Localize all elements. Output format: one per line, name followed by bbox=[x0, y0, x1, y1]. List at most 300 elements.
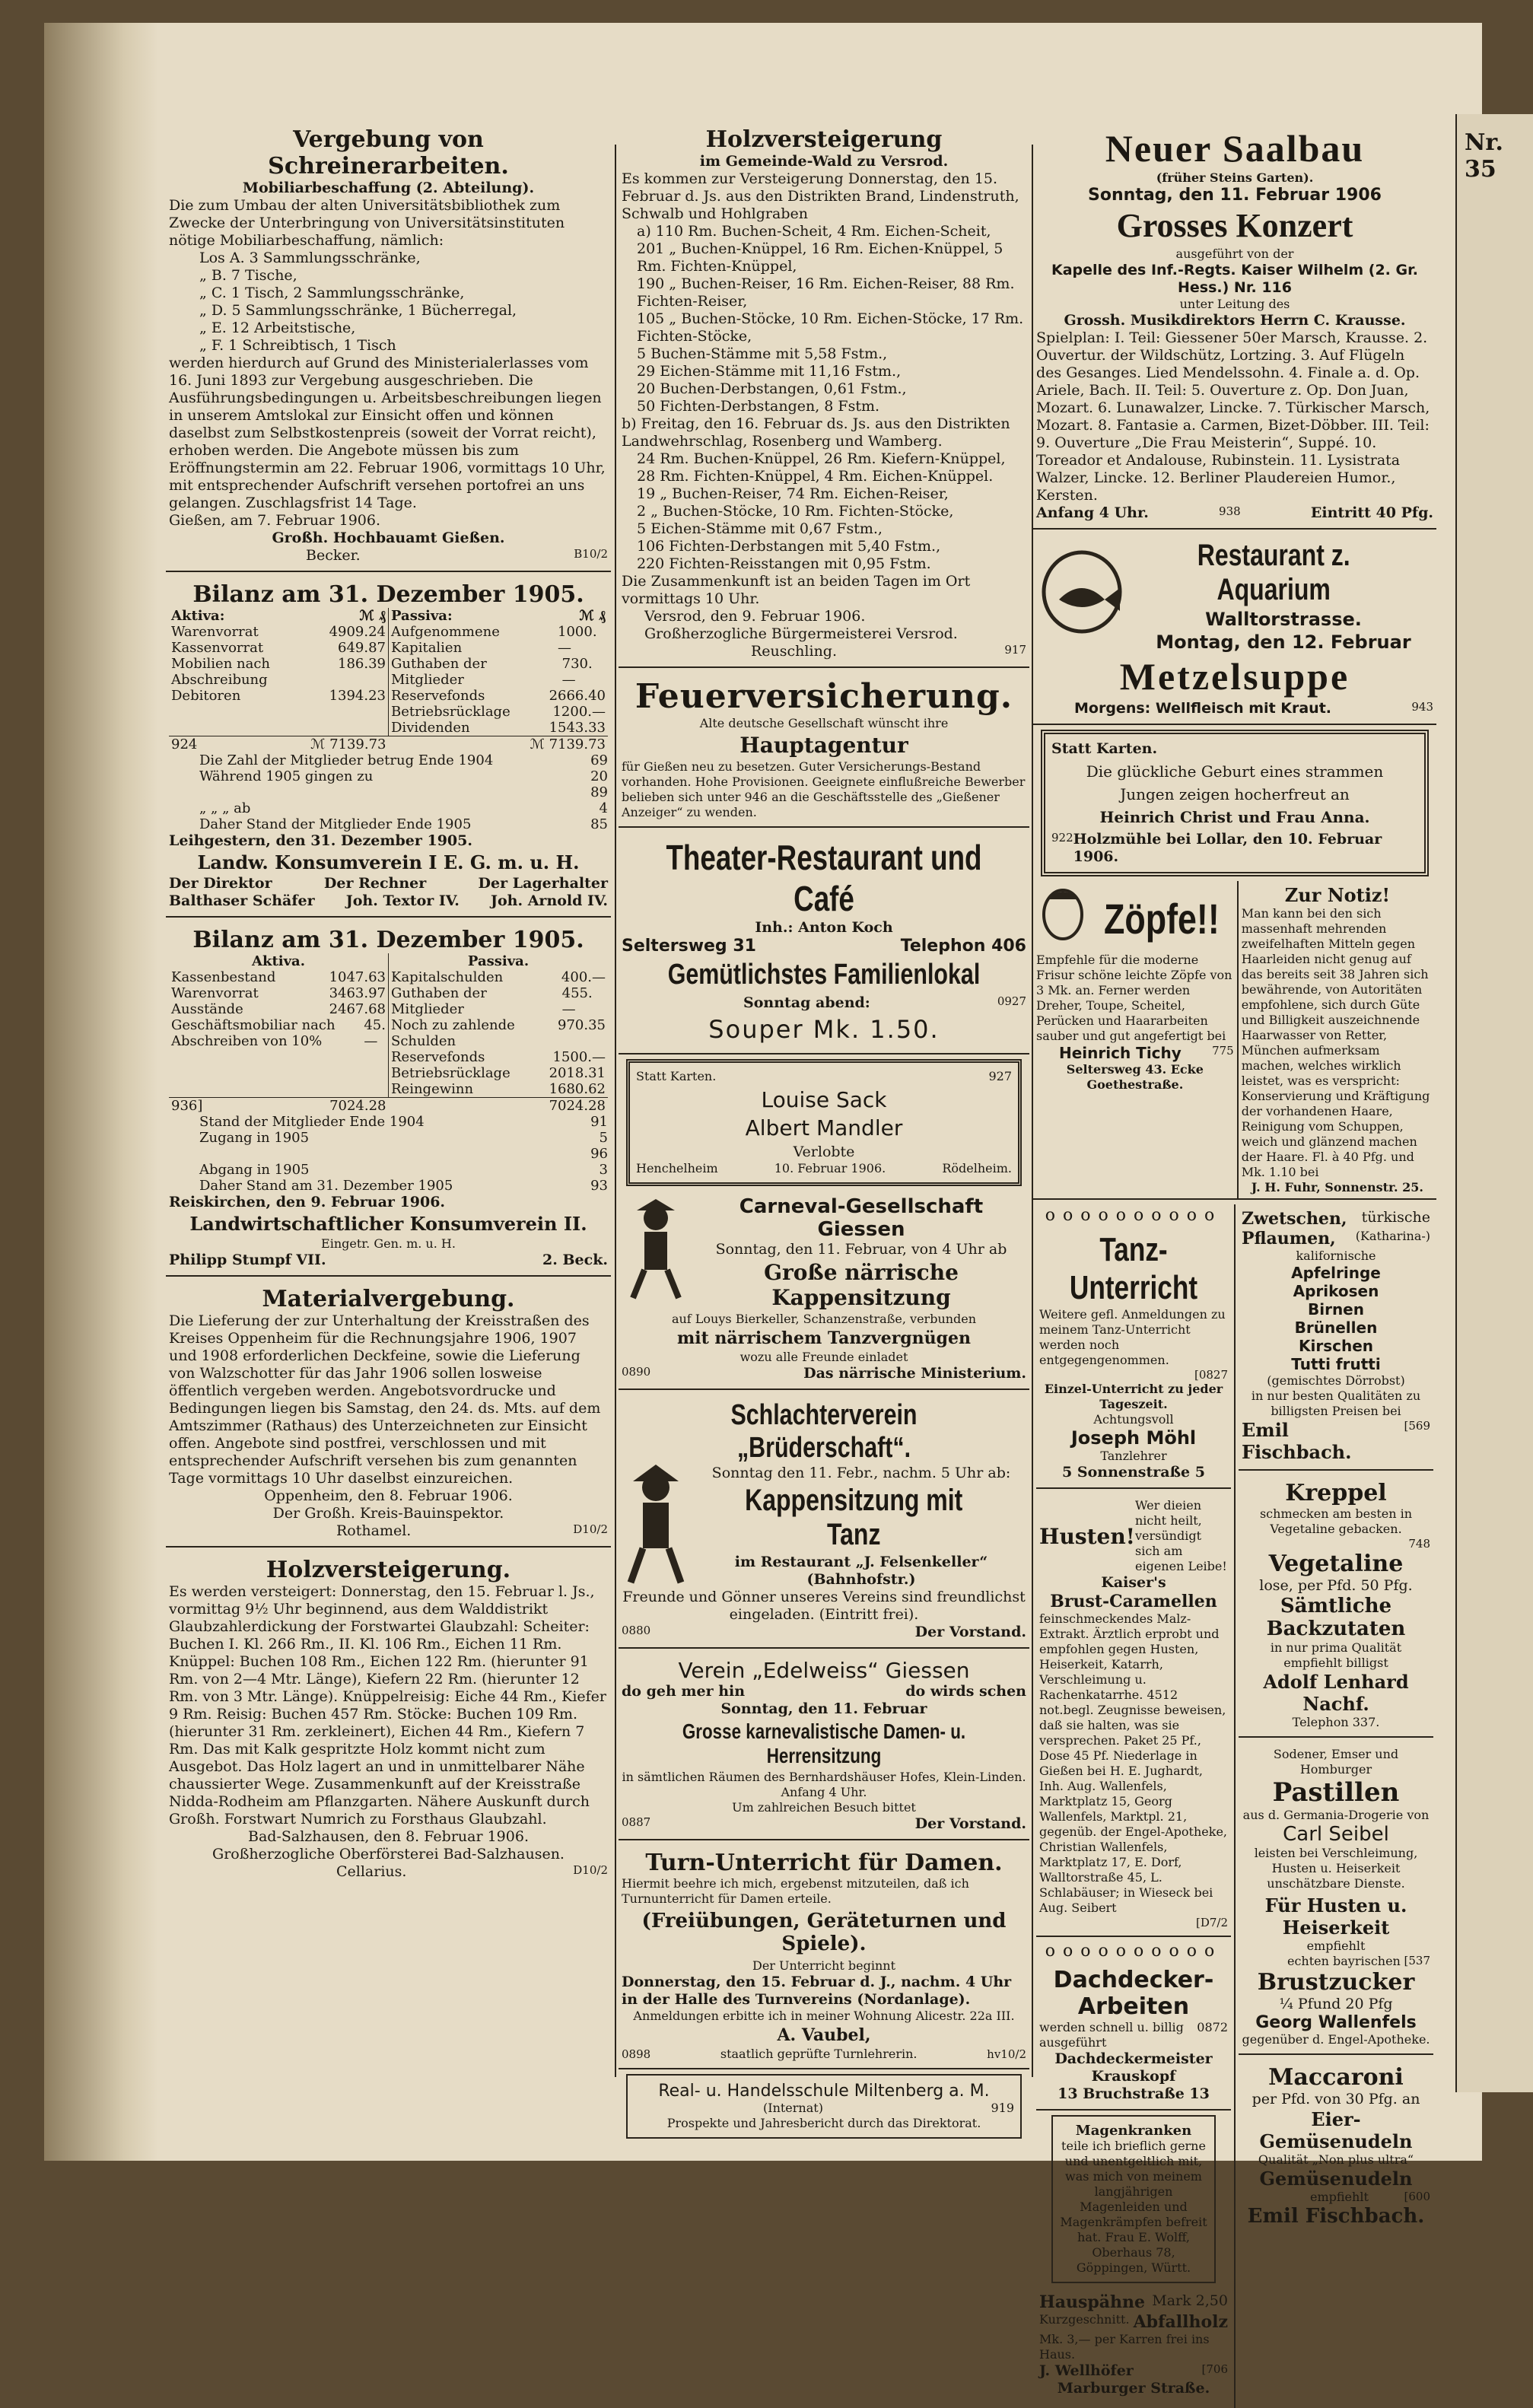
person-name: Albert Mandler bbox=[745, 1115, 903, 1140]
stat-label: „ „ „ ab bbox=[199, 800, 251, 816]
ad-text: leisten bei Verschleimung, Husten u. Heiserkeit unschätzbare Dienste. bbox=[1254, 1846, 1418, 1891]
table-cell: Kassenbestand bbox=[171, 969, 276, 985]
ad-headline: Metzelsuppe bbox=[1119, 655, 1350, 698]
ad-title: Bilanz am 31. Dezember 1905. bbox=[192, 927, 584, 953]
ad-text: Qualität „Non plus ultra“ bbox=[1258, 2152, 1414, 2167]
ad-headline: Abfallholz bbox=[1133, 2312, 1228, 2332]
person-name: Louise Sack bbox=[761, 1087, 887, 1112]
list-item: „ D. 5 Sammlungsschränke, 1 Bücherregal, bbox=[199, 302, 517, 319]
ad-text: türkische bbox=[1361, 1209, 1430, 1226]
ad-text: Eingetr. Gen. m. u. H. bbox=[321, 1236, 456, 1251]
ad-headline: Für Husten u. Heiserkeit bbox=[1264, 1894, 1407, 1939]
ad-text: Sodener, Emser und Homburger bbox=[1273, 1747, 1399, 1777]
ad-ref: [600 bbox=[1404, 2190, 1430, 2203]
ad-title: Pastillen bbox=[1272, 1777, 1400, 1808]
ad-subtitle: (früher Steins Garten). bbox=[1156, 170, 1314, 185]
ad-text: Grossh. Musikdirektors Herrn C. Krausse. bbox=[1064, 312, 1406, 329]
lot-list bbox=[622, 223, 1026, 415]
stat-label: Die Zahl der Mitglieder betrug Ende 1904 bbox=[199, 752, 494, 768]
stat-value: 96 bbox=[590, 1146, 608, 1162]
ad-text: Die Lieferung der zur Unterhaltung der Kreisstraßen des Kreises Oppenheim für die Rechnungsjahre 1906, 1907 und 1908 erforderlichen Deckfeine, sowie die Lieferung von Walzschotter für das Jahr 1906 sollen losweise öffentlich vergeben werden. Angebotsvordrucke und Bedingungen liegen bis Samstag, den 24. ds. Mts. auf dem Amtszimmer (Rathaus) des Unterzeichneten zur Einsicht offen. Angebote sind postfrei, verschlossen und mit entsprechender Aufschrift versehen bis zum genannten Tage vormittags 10 Uhr daselbst einzureichen. bbox=[169, 1312, 601, 1487]
ad-price: lose, per Pfd. 50 Pfg. bbox=[1259, 1577, 1413, 1594]
ad-text: Sonntag, den 11. Februar bbox=[720, 1700, 927, 1717]
newspaper-page bbox=[44, 23, 1503, 2397]
person-name: Joseph Möhl bbox=[1070, 1427, 1197, 1449]
table-cell: 1047.63 bbox=[329, 969, 386, 985]
ad-holzversteigerung-2 bbox=[166, 1552, 611, 1887]
ad-text: werden schnell u. billig ausgeführt bbox=[1039, 2020, 1184, 2050]
table-cell: Debitoren bbox=[171, 688, 241, 704]
ad-holzversteigerung-1 bbox=[619, 122, 1029, 668]
ad-text: auf Louys Bierkeller, Schanzenstraße, verbunden bbox=[671, 1312, 977, 1326]
ad-text: werden hierdurch auf Grund des Ministerialerlasses vom 16. Juni 1893 zur Vergebung ausgeschrieben. Die Ausführungsbedingungen u. Arbeitsbeschreibungen liegen in unserem Amtslokal zur Einsicht offen und können daselbst zum Selbstkostenpreis (soweit der Vorrat reicht), erhoben werden. Die Angebote müssen bis zum Eröffnungstermin am 22. Februar 1906, vormittags 10 Uhr, mit entsprechender Aufschrift versehen portofrei an uns gelangen. Zuschlagsfrist 14 Tage. bbox=[169, 355, 606, 511]
currency-header: ℳ ₰ bbox=[579, 608, 606, 624]
ad-text: Einzel-Unterricht zu jeder Tageszeit. bbox=[1044, 1382, 1223, 1411]
ad-title: Carneval-Gesellschaft Giessen bbox=[739, 1195, 984, 1241]
ad-magenkranken bbox=[1051, 2115, 1216, 2283]
ad-text: aus d. Germania-Drogerie von bbox=[1242, 1808, 1430, 1822]
ad-signature: Großherzogliche Bürgermeisterei Versrod. bbox=[644, 625, 958, 642]
table-cell: 45.— bbox=[364, 1017, 386, 1049]
person-name: J. Wellhöfer bbox=[1039, 2362, 1134, 2379]
table-cell: Betriebsrücklage bbox=[391, 1065, 510, 1081]
ad-address: Marburger Straße. bbox=[1057, 2380, 1210, 2397]
ad-price: Mark 2,50 bbox=[1152, 2292, 1228, 2309]
table-cell: Dividenden bbox=[391, 720, 470, 736]
ad-headline: Grosses Konzert bbox=[1116, 207, 1353, 244]
ad-text: Die zum Umbau der alten Universitätsbibliothek zum Zwecke der Unterbringung von Universitätsinstituten nötige Mobiliarbeschaffung, nämlich: bbox=[169, 197, 565, 249]
ad-title: Kreppel bbox=[1285, 1480, 1387, 1506]
table-cell: Guthaben der Mitglieder bbox=[391, 985, 487, 1017]
ad-pastillen bbox=[1239, 1742, 1433, 2055]
ad-title: Hauspähne bbox=[1039, 2292, 1146, 2312]
table-cell: Aufgenommene Kapitalien bbox=[391, 624, 500, 656]
ad-title: Holzversteigerung. bbox=[266, 1557, 511, 1583]
ad-headline: Grosse karnevalistische Damen- u. Herrensitzung bbox=[682, 1719, 966, 1767]
ad-text: Es werden versteigert: Donnerstag, den 15. Februar l. Js., vormittag 9½ Uhr beginnend, aus dem Walddistrikt Glaubzahlerdickung der Forstwartei Glaubzahl: Scheiter: Buchen I. Kl. 266 Rm., II. Kl. 106 Rm., Eichen 11 Rm. Knüppel: Buchen 108 Rm., Eichen 122 Rm. (hierunter 91 Rm. von 2—4 Mtr. Länge), Kiefern 22 Rm. (hierunter 12 Rm. von 3 Mtr. Länge). Knüppelreisig: Eiche 44 Rm., Kiefer 9 Rm. Reisig: Buchen 457 Rm. Stöcke: Buchen 109 Rm. (hierunter 31 Rm. zerkleinert), Eichen 44 Rm., Kiefern 7 Rm. Das mit Kalk gespritzte Holz kommt nicht zum Ausgebot. Das Holz lagert an und in unmittelbarer Nähe chaussierter Wege. Zusammenkunft auf der Kreisstraße Nidda-Rodheim am Pflanzgarten. Nähere Auskunft durch Großh. Forstwart Numrich zu Forsthaus Glaubzahl. bbox=[169, 1583, 607, 1827]
table-cell: 970.35 bbox=[558, 1017, 606, 1033]
ad-text: Hiermit beehre ich mich, ergebenst mitzuteilen, daß ich Turnunterricht für Damen erteile. bbox=[622, 1876, 969, 1906]
ad-kreppel-vegetaline bbox=[1239, 1475, 1433, 1738]
ad-trockenobst bbox=[1239, 1204, 1433, 1471]
ad-text: Der Unterricht beginnt bbox=[752, 1958, 896, 1973]
ad-text: Verlobte bbox=[793, 1144, 855, 1160]
ad-signature: Der Großh. Kreis-Bauinspektor. bbox=[272, 1505, 504, 1522]
ad-headline: Brustzucker bbox=[1257, 1969, 1415, 1996]
ad-text: (gemischtes Dörrobst) bbox=[1267, 1373, 1405, 1388]
ad-title: Restaurant z. Aquarium bbox=[1197, 539, 1350, 606]
ad-schlachterverein bbox=[619, 1395, 1029, 1649]
ad-ref: [D7/2 bbox=[1195, 1916, 1228, 1929]
stat-label: Abgang in 1905 bbox=[199, 1162, 310, 1178]
list-item: 24 Rm. Buchen-Knüppel, 26 Rm. Kiefern-Knüppel, 28 Rm. Fichten-Knüppel, 4 Rm. Eichen-Knüppel. bbox=[637, 450, 1006, 485]
column-rule bbox=[615, 145, 616, 2077]
ad-place: Rödelheim. bbox=[942, 1161, 1012, 1175]
ad-text: do wirds schen bbox=[905, 1683, 1026, 1700]
stat-value: 91 bbox=[590, 1114, 608, 1130]
ad-col-left bbox=[1033, 1204, 1236, 2408]
member-stats bbox=[169, 752, 608, 832]
ad-zur-notiz bbox=[1239, 881, 1436, 1198]
person-name: A. Vaubel, bbox=[777, 2025, 871, 2045]
ad-price: ¼ Pfund 20 Pfg bbox=[1279, 1996, 1393, 2012]
ad-ref: [706 bbox=[1201, 2362, 1228, 2376]
ad-schreinerarbeiten bbox=[166, 122, 611, 572]
ad-subtitle: im Gemeinde-Wald zu Versrod. bbox=[699, 153, 949, 170]
column-header: Aktiva: bbox=[171, 608, 225, 624]
ad-text: (Internat) bbox=[763, 2101, 823, 2115]
ad-place: Henchelheim bbox=[636, 1161, 718, 1175]
table-cell: 649.87 bbox=[338, 640, 386, 656]
stat-label: Daher Stand der Mitglieder Ende 1905 bbox=[199, 816, 472, 832]
person-name: Heinrich Christ und Frau Anna. bbox=[1099, 808, 1370, 826]
ad-headline: Gemüsenudeln bbox=[1259, 2168, 1413, 2190]
ad-title: Turn-Unterricht für Damen. bbox=[645, 1850, 1003, 1876]
table-cell: 1680.62 bbox=[549, 1081, 606, 1097]
table-cell: 1500.— bbox=[552, 1049, 606, 1065]
ad-zoepfe bbox=[1033, 881, 1239, 1198]
ad-text: Sonntag, den 11. Februar, von 4 Uhr ab bbox=[715, 1241, 1007, 1258]
ad-signature: Großherzogliche Oberförsterei Bad-Salzhausen. bbox=[212, 1846, 565, 1862]
ad-text: Jungen zeigen hocherfreut an bbox=[1120, 785, 1350, 803]
ad-ref: 919 bbox=[991, 2101, 1014, 2115]
ad-verein-edelweiss bbox=[619, 1653, 1029, 1840]
ad-ref: 775 bbox=[1212, 1044, 1234, 1058]
table-cell: 455.— bbox=[561, 985, 593, 1017]
table-cell: 2018.31 bbox=[549, 1065, 606, 1081]
ad-signature: Der Vorstand. bbox=[914, 1624, 1026, 1640]
ad-title: Husten! bbox=[1039, 1523, 1135, 1549]
person-name: Dachdeckermeister Krauskopf bbox=[1054, 2050, 1213, 2085]
decorative-divider: oooooooooo bbox=[1045, 1206, 1223, 1225]
stat-value: 20 bbox=[590, 768, 608, 784]
list-item: 50 Fichten-Derbstangen, 8 Fstm. bbox=[637, 398, 880, 415]
list-item: Brünellen bbox=[1294, 1319, 1378, 1337]
stat-label: Stand der Mitglieder Ende 1904 bbox=[199, 1114, 425, 1130]
person-name: Adolf Lenhard Nachf. bbox=[1263, 1671, 1409, 1715]
person-name: Georg Wallenfels bbox=[1255, 2013, 1417, 2032]
stat-value: 5 bbox=[599, 1130, 608, 1146]
ad-text: kalifornische bbox=[1296, 1249, 1376, 1263]
list-item: 5 Eichen-Stämme mit 0,67 Fstm., bbox=[637, 520, 883, 537]
ad-text: Empfehle für die moderne Frisur schöne leichte Zöpfe von 3 Mk. an. Ferner werden Dreher, Toupe, Scheitel, Perücken und Haararbeiten sauber und gut angefertigt bei bbox=[1036, 953, 1232, 1043]
ad-title: Magenkranken bbox=[1075, 2123, 1192, 2139]
ad-place: Versrod, den 9. Februar 1906. bbox=[644, 608, 866, 625]
ad-title: Verein „Edelweiss“ Giessen bbox=[678, 1658, 970, 1683]
ad-text: (Katharina-) bbox=[1355, 1229, 1430, 1243]
ad-headline: Eier-Gemüsenudeln bbox=[1259, 2108, 1413, 2152]
ad-phone: Telephon 406 bbox=[900, 937, 1026, 956]
ad-text: Statt Karten. bbox=[636, 1069, 717, 1083]
ad-title: Tanz-Unterricht bbox=[1069, 1231, 1198, 1306]
ad-ref: [537 bbox=[1404, 1954, 1430, 1967]
ad-split-area bbox=[1033, 1204, 1436, 2408]
ad-title: Vergebung von Schreinerarbeiten. bbox=[268, 126, 509, 180]
ad-text: ausgeführt von der bbox=[1175, 247, 1294, 261]
table-cell: 4909.24 bbox=[329, 624, 386, 640]
ad-ref: D10/2 bbox=[573, 1863, 608, 1877]
ad-organization: Landw. Konsumverein I E. G. m. u. H. bbox=[197, 851, 580, 873]
list-item: „ B. 7 Tische, bbox=[199, 267, 297, 284]
ad-address: J. H. Fuhr, Sonnenstr. 25. bbox=[1251, 1180, 1423, 1194]
ad-headline: (Freiübungen, Geräteturnen und Spiele). bbox=[641, 1910, 1007, 1955]
stat-label: Daher Stand am 31. Dezember 1905 bbox=[199, 1178, 453, 1194]
column-1 bbox=[166, 122, 611, 2130]
table-cell: 2666.40 bbox=[549, 688, 606, 704]
jester-illustration bbox=[622, 1195, 690, 1302]
ad-text: Sonntag den 11. Febr., nachm. 5 Uhr ab: bbox=[711, 1465, 1011, 1481]
stat-value: 93 bbox=[590, 1178, 608, 1194]
ad-row-zoepfe-notiz bbox=[1033, 881, 1436, 1200]
ad-headline: Hauptagentur bbox=[739, 733, 908, 758]
stat-value: 69 bbox=[590, 752, 608, 768]
table-cell: Kassenvorrat bbox=[171, 640, 264, 656]
ad-signature: Großh. Hochbauamt Gießen. bbox=[272, 530, 505, 546]
ad-text: mit närrischem Tanzvergnügen bbox=[676, 1328, 972, 1348]
table-cell: 400.— bbox=[561, 969, 606, 985]
program-list: Spielplan: I. Teil: Giessener 50er Marsch, Krausse. 2. Ouvertur. der Wildschütz, Lortzing. 3. Auf Flügeln des Gesanges. Lied Mendelssohn. 4. Finale a. d. Op. Ariele, Bach. II. Teil: 5. Ouverture z. Op. Don Juan, Mozart. 6. Lunawalzer, Lincke. 7. Türkischer Marsch, Mozart. 8. Fantasie a. Carmen, Bizet-Döbber. III. Teil: 9. Ouverture „Die Frau Meisterin“, Suppé. 10. Toreador et Andalouse, Rubinstein. 11. Lysistrata Walzer, Lincke. 12. Berliner Plaudereien Humor., Kersten. bbox=[1036, 329, 1430, 504]
ad-text: schmecken am besten in Vegetaline gebacken. bbox=[1259, 1506, 1413, 1536]
table-cell: 1200.— bbox=[552, 704, 606, 720]
table-cell: 1543.33 bbox=[549, 720, 606, 736]
ad-bilanz-leihgestern bbox=[166, 577, 611, 918]
stat-value: 85 bbox=[590, 816, 608, 832]
list-item: „ F. 1 Schreibtisch, 1 Tisch bbox=[199, 337, 396, 354]
ad-ref: 748 bbox=[1408, 1537, 1430, 1551]
ad-text: teile ich brieflich gerne und unentgeltlich mit, was mich von meinem langjährigen Magenleiden und Magenkrämpfen befreit hat. Frau E. Wolff, Oberhaus 78, Göppingen, Württ. bbox=[1060, 2139, 1207, 2275]
table-cell: Reingewinn bbox=[391, 1081, 474, 1097]
ad-ref: 922 bbox=[1051, 831, 1073, 845]
ad-price: per Pfd. von 30 Pfg. an bbox=[1252, 2091, 1420, 2107]
role: Der Direktor bbox=[169, 875, 272, 892]
list-item: a) 110 Rm. Buchen-Scheit, 4 Rm. Eichen-Scheit, bbox=[637, 223, 991, 240]
ad-text: feinschmeckendes Malz-Extrakt. Ärztlich erprobt und empfohlen gegen Husten, Heiserkeit, Katarrh, Verschleimung u. Rachenkatarrhe. 4512 not.begl. Zeugnisse beweisen, daß sie halten, was sie versprechen. Paket 25 Pf., Dose 45 Pf. Niederlage in Gießen bei H. E. Jughardt, Inh. Aug. Wallenfels, Marktplatz 15, Georg Wallenfels, Marktpl. 21, gegenüb. der Engel-Apotheke, Christian Wallenfels, Marktplatz 17, E. Dorf, Walltorstraße 45, L. Schlabäuser; in Wieseck bei Aug. Seibert bbox=[1039, 1611, 1227, 1915]
ad-tanz-unterricht bbox=[1036, 1226, 1231, 1489]
ad-name: Rothamel. bbox=[336, 1522, 412, 1539]
list-item: 2 „ Buchen-Stöcke, 10 Rm. Fichten-Stöcke, bbox=[637, 503, 954, 520]
ad-owner: Inh.: Anton Koch bbox=[755, 919, 893, 936]
ad-ref: 924 bbox=[171, 736, 198, 752]
balance-table bbox=[169, 953, 608, 1114]
ad-bilanz-reiskirchen bbox=[166, 922, 611, 1277]
ad-text: in sämtlichen Räumen des Bernhardshäuser Hofes, Klein-Linden. Anfang 4 Uhr. bbox=[622, 1770, 1026, 1799]
person-name: Philipp Stumpf VII. bbox=[169, 1252, 326, 1268]
ad-name: Reuschling. bbox=[751, 643, 838, 660]
issue-number: Nr. 35 bbox=[1465, 129, 1503, 183]
ad-text: in nur prima Qualität empfiehlt billigst bbox=[1270, 1640, 1402, 1670]
ad-theater-restaurant bbox=[619, 832, 1029, 1054]
list-item: Kirschen bbox=[1298, 1337, 1374, 1355]
ad-text: empfiehlt bbox=[1306, 1939, 1366, 1953]
ad-ref: D10/2 bbox=[573, 1522, 608, 1536]
total-value: 7024.28 bbox=[549, 1098, 606, 1114]
ad-place: Bad-Salzhausen, den 8. Februar 1906. bbox=[248, 1828, 529, 1845]
column-header: Passiva: bbox=[391, 608, 453, 624]
table-cell: Reservefonds bbox=[391, 688, 485, 704]
ad-hauspaehne bbox=[1036, 2288, 1231, 2403]
ad-ref: 0890 bbox=[622, 1365, 651, 1379]
ad-headline: Brust-Caramellen bbox=[1050, 1592, 1217, 1611]
list-item: Tutti frutti bbox=[1291, 1355, 1381, 1373]
list-item: Apfelringe bbox=[1291, 1264, 1381, 1282]
ad-text: b) Freitag, den 16. Februar ds. Js. aus den Distrikten Landwehrschlag, Rosenberg und Wamberg. bbox=[622, 415, 1010, 450]
ad-text: für Gießen neu zu besetzen. Guter Versicherungs-Bestand vorhanden. Hohe Provisionen. Geeignete einflußreiche Bewerber belieben sich unter 946 an die Geschäftsstelle des „Gießener Anzeiger“ zu wenden. bbox=[622, 759, 1026, 819]
person-name: Balthaser Schäfer bbox=[169, 892, 315, 909]
ad-text: Um zahlreichen Besuch bittet bbox=[732, 1800, 916, 1815]
ad-text: do geh mer hin bbox=[622, 1683, 746, 1700]
table-cell: Ausstände bbox=[171, 1001, 243, 1017]
person-name: Heinrich Tichy bbox=[1059, 1044, 1182, 1062]
ad-subtitle: Mobiliarbeschaffung (2. Abteilung). bbox=[242, 180, 535, 196]
table-cell: Betriebsrücklage bbox=[391, 704, 510, 720]
ad-address: 13 Bruchstraße 13 bbox=[1058, 2085, 1210, 2102]
ad-title: Materialvergebung. bbox=[262, 1286, 515, 1312]
ad-place: Gießen, am 7. Februar 1906. bbox=[169, 512, 381, 529]
total-value: ℳ 7139.73 bbox=[530, 736, 606, 752]
ad-text: Die Zusammenkunft ist an beiden Tagen im Ort vormittags 10 Uhr. bbox=[622, 573, 971, 607]
list-item: „ C. 1 Tisch, 2 Sammlungsschränke, bbox=[199, 285, 465, 301]
ad-text: Wer dieien nicht heilt, versündigt sich am eigenen Leibe! bbox=[1134, 1498, 1227, 1573]
ad-text: im Restaurant „J. Felsenkeller“ (Bahnhofstr.) bbox=[734, 1554, 988, 1588]
ad-turn-unterricht bbox=[619, 1845, 1029, 2069]
ad-headline: Zwetschen, bbox=[1242, 1209, 1347, 1229]
table-cell: 3463.97 bbox=[329, 985, 386, 1001]
ad-ref: 0872 bbox=[1197, 2020, 1228, 2034]
page-edge bbox=[44, 23, 158, 2161]
ad-title: Holzversteigerung bbox=[705, 126, 943, 153]
table-cell: Noch zu zahlende Schulden bbox=[391, 1017, 515, 1049]
column-2 bbox=[619, 122, 1029, 2130]
ad-time: Anfang 4 Uhr. bbox=[1036, 504, 1149, 521]
ad-text: Weitere gefl. Anmeldungen zu meinem Tanz-Unterricht werden noch entgegengenommen. bbox=[1039, 1307, 1226, 1367]
list-item: Los A. 3 Sammlungsschränke, bbox=[199, 250, 421, 266]
table-cell: 186.39 bbox=[338, 656, 386, 672]
person-name: Carl Seibel bbox=[1283, 1823, 1389, 1846]
ad-feuerversicherung bbox=[619, 673, 1029, 828]
ad-text: wozu alle Freunde einladet bbox=[739, 1350, 908, 1364]
ad-ref: 936] bbox=[171, 1098, 203, 1114]
column-header: Aktiva. bbox=[252, 953, 305, 969]
ad-ref: [569 bbox=[1404, 1419, 1430, 1433]
list-item: 105 „ Buchen-Stöcke, 10 Rm. Eichen-Stöcke, 17 Rm. Fichten-Stöcke, bbox=[637, 310, 1024, 345]
ad-title: Zöpfe!! bbox=[1103, 894, 1220, 943]
ad-date: Montag, den 12. Februar bbox=[1156, 631, 1411, 653]
column-header: Passiva. bbox=[467, 953, 530, 969]
lot-list bbox=[622, 450, 1026, 573]
person-name: Joh. Textor IV. bbox=[345, 892, 460, 909]
ad-maccaroni bbox=[1239, 2060, 1433, 2234]
ad-address: Seltersweg 31 bbox=[622, 937, 756, 956]
ad-place: Leihgestern, den 31. Dezember 1905. bbox=[169, 832, 472, 849]
ad-name: Becker. bbox=[306, 547, 361, 564]
list-item: 19 „ Buchen-Reiser, 74 Rm. Eichen-Reiser, bbox=[637, 485, 949, 502]
ad-text: Alte deutsche Gesellschaft wünscht ihre bbox=[699, 716, 949, 730]
ad-husten-caramellen bbox=[1036, 1493, 1231, 1937]
column-3 bbox=[1033, 122, 1436, 2397]
ad-text: Freunde und Gönner unseres Vereins sind freundlichst eingeladen. (Eintritt frei). bbox=[622, 1589, 1026, 1623]
ad-text: unter Leitung des bbox=[1179, 297, 1290, 311]
ad-ref: 927 bbox=[988, 1069, 1012, 1083]
ad-ref: hv10/2 bbox=[987, 2047, 1026, 2061]
person-name: Emil Fischbach. bbox=[1247, 2205, 1425, 2228]
ad-ref: 943 bbox=[1411, 700, 1433, 714]
ad-text: Es kommen zur Versteigerung Donnerstag, den 15. Februar d. Js. aus den Distrikten Brand, Lindenstruth, Schwalb und Hohlgraben bbox=[622, 170, 1019, 222]
ad-title: Maccaroni bbox=[1268, 2064, 1404, 2091]
ad-address: Walltorstrasse. bbox=[1205, 609, 1362, 630]
ad-place: Reiskirchen, den 9. Februar 1906. bbox=[169, 1194, 446, 1210]
role: Der Rechner bbox=[323, 875, 427, 892]
ad-headline: Große närrische Kappensitzung bbox=[764, 1260, 959, 1310]
ad-text: in nur besten Qualitäten zu billigsten Preisen bei bbox=[1251, 1388, 1421, 1418]
person-name: 2. Beck. bbox=[542, 1252, 608, 1268]
ad-col-right bbox=[1236, 1204, 1436, 2408]
table-cell: Reservefonds bbox=[391, 1049, 485, 1065]
ad-title: Theater-Restaurant und Café bbox=[666, 838, 982, 918]
ad-headline: Kappensitzung mit Tanz bbox=[745, 1484, 963, 1551]
list-item: 29 Eichen-Stämme mit 11,16 Fstm., bbox=[637, 363, 902, 380]
ad-ref: 917 bbox=[1004, 643, 1026, 657]
ad-ref: [0827 bbox=[1194, 1368, 1228, 1382]
currency-header: ℳ ₰ bbox=[359, 608, 386, 624]
ad-text: Kapelle des Inf.-Regts. Kaiser Wilhelm (2. Gr. Hess.) Nr. 116 bbox=[1051, 262, 1418, 296]
ad-date: Sonntag, den 11. Februar 1906 bbox=[1088, 186, 1382, 205]
list-item: 20 Buchen-Derbstangen, 0,61 Fstm., bbox=[637, 380, 907, 397]
ad-materialvergebung bbox=[166, 1281, 611, 1548]
head-profile-illustration bbox=[1036, 884, 1089, 953]
ad-title: Schlachterverein „Brüderschaft“. bbox=[730, 1399, 918, 1464]
table-cell: Warenvorrat bbox=[171, 985, 259, 1001]
stat-value: 3 bbox=[599, 1162, 608, 1178]
list-item: 5 Buchen-Stämme mit 5,58 Fstm., bbox=[637, 345, 888, 362]
ad-address: gegenüber d. Engel-Apotheke. bbox=[1242, 2032, 1430, 2047]
stat-label: Zugang in 1905 bbox=[199, 1130, 310, 1146]
role: Der Lagerhalter bbox=[478, 875, 608, 892]
ad-text: Tanzlehrer bbox=[1100, 1449, 1167, 1463]
table-cell: 730.— bbox=[561, 656, 593, 688]
list-item: 190 „ Buchen-Reiser, 16 Rm. Eichen-Reiser, 88 Rm. Fichten-Reiser, bbox=[637, 275, 1015, 310]
ad-text: Statt Karten. bbox=[1051, 740, 1158, 757]
table-cell: Warenvorrat bbox=[171, 624, 259, 640]
total-value: 7024.28 bbox=[329, 1098, 386, 1114]
ad-ref: 938 bbox=[1219, 504, 1241, 518]
ad-text: Prospekte und Jahresbericht durch das Direktorat. bbox=[666, 2116, 981, 2130]
ad-name: Cellarius. bbox=[336, 1863, 407, 1880]
member-stats bbox=[169, 1114, 608, 1194]
list-item: „ E. 12 Arbeitstische, bbox=[199, 320, 356, 336]
ad-text: Kurzgeschnitt. bbox=[1039, 2312, 1130, 2327]
total-value: ℳ 7139.73 bbox=[310, 736, 386, 752]
list-item: Aprikosen bbox=[1293, 1282, 1379, 1300]
ad-headline: Vegetaline bbox=[1268, 1551, 1404, 1577]
ad-title: Bilanz am 31. Dezember 1905. bbox=[192, 581, 584, 608]
ad-text: Die glückliche Geburt eines strammen bbox=[1086, 762, 1384, 781]
ad-dachdecker bbox=[1036, 1962, 1231, 2111]
table-cell: 1394.23 bbox=[329, 688, 386, 704]
ad-ref: 0898 bbox=[622, 2047, 651, 2061]
list-item: Birnen bbox=[1307, 1300, 1364, 1319]
ad-text: Mk. 3,— per Karren frei ins Haus. bbox=[1039, 2332, 1210, 2362]
balance-table bbox=[169, 608, 608, 752]
ad-carneval-gesellschaft bbox=[619, 1191, 1029, 1390]
ad-headline: Sämtliche Backzutaten bbox=[1266, 1595, 1406, 1640]
table-cell: 2467.68 bbox=[329, 1001, 386, 1017]
ad-title: Neuer Saalbau bbox=[1105, 127, 1365, 170]
ad-title: Zur Notiz! bbox=[1284, 884, 1390, 906]
ad-place: Holzmühle bei Lollar, den 10. Februar 1906. bbox=[1073, 831, 1382, 865]
table-cell: Mobilien nach Abschreibung bbox=[171, 656, 271, 688]
person-name: Emil Fischbach. bbox=[1242, 1419, 1352, 1463]
table-cell: Guthaben der Mitglieder bbox=[391, 656, 487, 688]
